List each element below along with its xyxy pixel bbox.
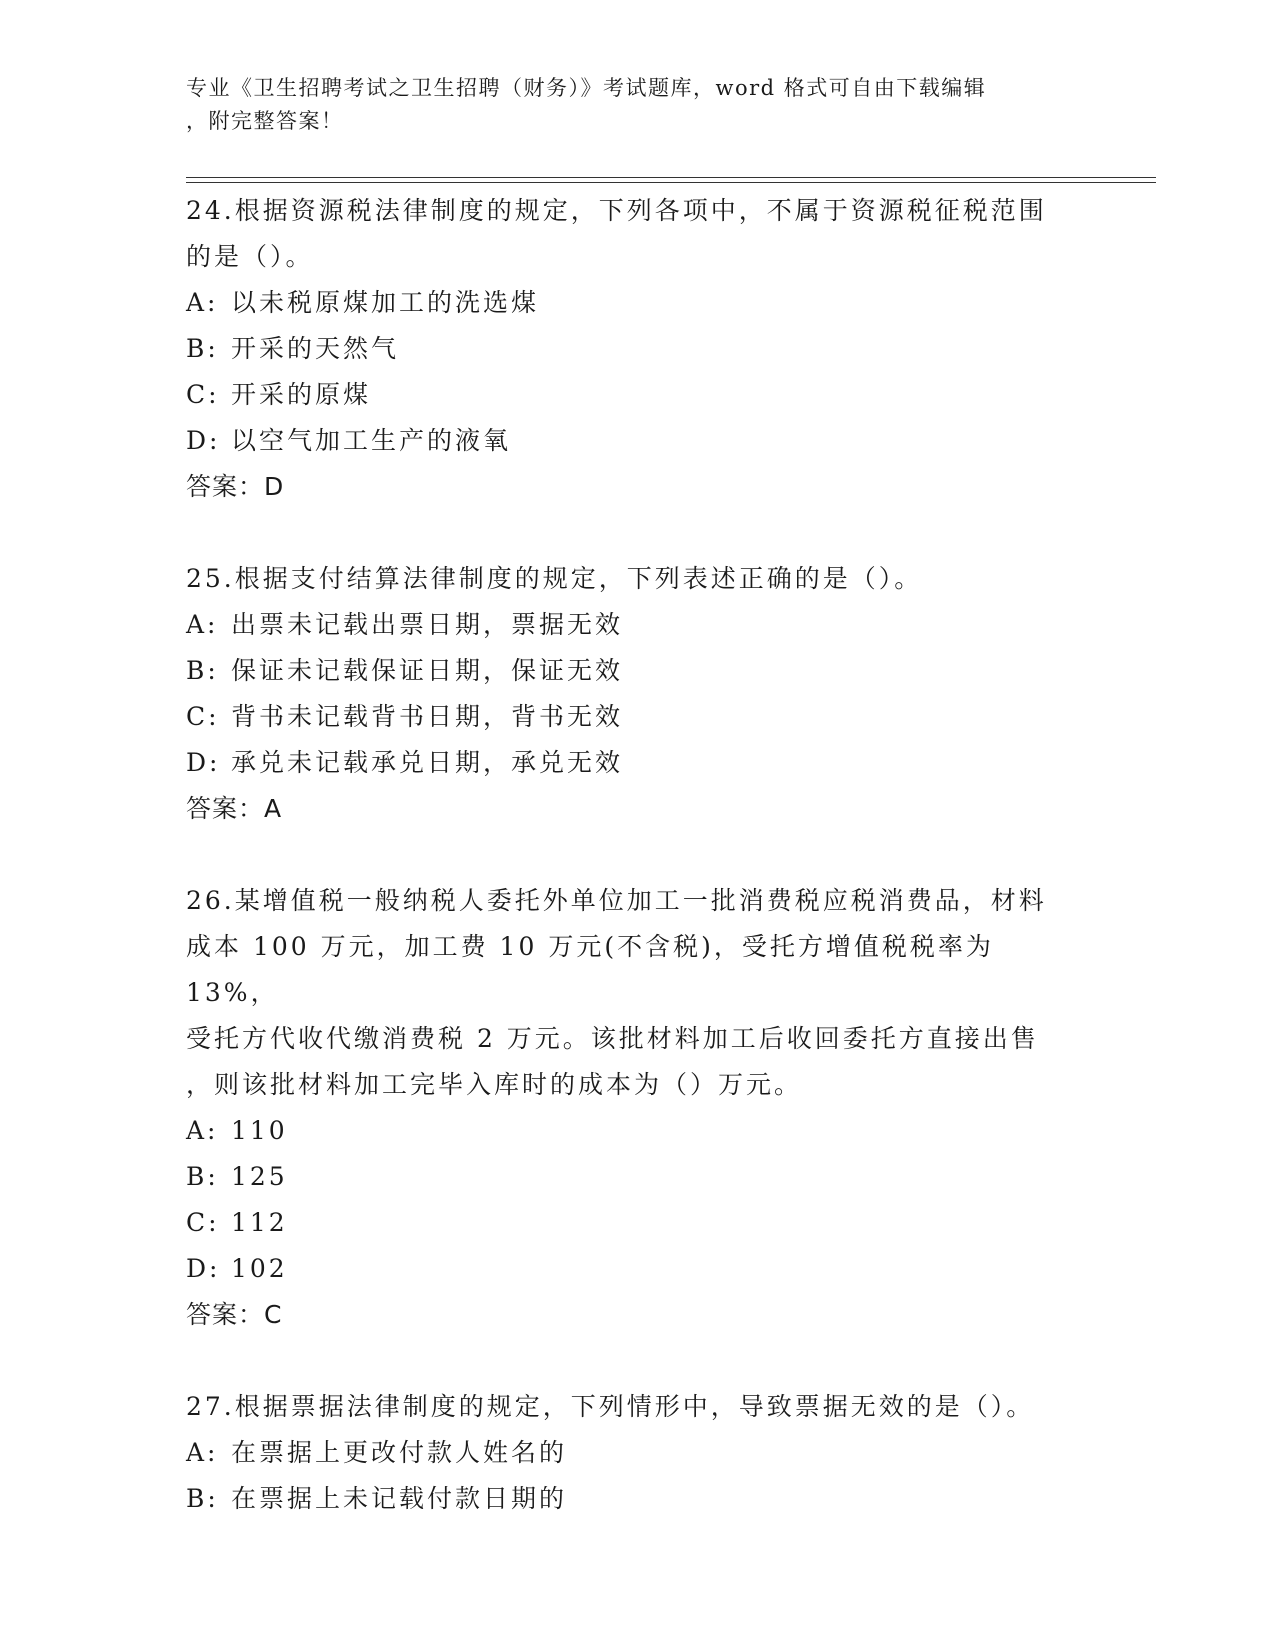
answer-option bbox=[186, 602, 1086, 648]
answer-option bbox=[186, 326, 1086, 372]
option-letter: A: bbox=[186, 1116, 219, 1145]
option-letter: D: bbox=[186, 1254, 221, 1283]
answer-option bbox=[186, 1200, 1086, 1246]
answer-option bbox=[186, 1246, 1086, 1292]
option-text: 保证未记载保证日期，保证无效 bbox=[231, 656, 624, 685]
option-letter: B: bbox=[186, 1484, 219, 1513]
question-spacer bbox=[186, 832, 1086, 878]
answer-option bbox=[186, 1108, 1086, 1154]
option-text: 以空气加工生产的液氧 bbox=[231, 426, 512, 455]
option-letter: C: bbox=[186, 1208, 220, 1237]
answer-option bbox=[186, 418, 1086, 464]
question-spacer bbox=[186, 1338, 1086, 1384]
question-spacer bbox=[186, 510, 1086, 556]
answer-option bbox=[186, 1154, 1086, 1200]
answer-label: 答案： bbox=[186, 1300, 265, 1329]
answer-option bbox=[186, 372, 1086, 418]
option-letter: D: bbox=[186, 426, 221, 455]
option-letter: A: bbox=[186, 288, 219, 317]
option-text: 110 bbox=[231, 1116, 288, 1145]
option-text: 开采的原煤 bbox=[231, 380, 372, 409]
question-stem-line: 25.根据支付结算法律制度的规定，下列表述正确的是（）。 bbox=[186, 564, 923, 593]
answer-label: 答案： bbox=[186, 794, 265, 823]
option-text: 开采的天然气 bbox=[231, 334, 400, 363]
answer-value: D bbox=[264, 472, 285, 501]
option-text: 出票未记载出票日期，票据无效 bbox=[231, 610, 624, 639]
question-stem-line: ，则该批材料加工完毕入库时的成本为（）万元。 bbox=[186, 1070, 803, 1099]
answer-line bbox=[186, 464, 1086, 510]
question-block bbox=[186, 878, 1086, 1384]
option-letter: C: bbox=[186, 702, 220, 731]
answer-option bbox=[186, 1476, 1086, 1522]
question-stem-line: 受托方代收代缴消费税 2 万元。该批材料加工后收回委托方直接出售 bbox=[186, 1024, 1039, 1053]
option-text: 在票据上未记载付款日期的 bbox=[231, 1484, 568, 1513]
answer-line bbox=[186, 786, 1086, 832]
option-letter: C: bbox=[186, 380, 220, 409]
question-block bbox=[186, 188, 1086, 556]
question-block bbox=[186, 1384, 1086, 1522]
option-text: 在票据上更改付款人姓名的 bbox=[231, 1438, 568, 1467]
answer-option bbox=[186, 648, 1086, 694]
question-stem-line: 27.根据票据法律制度的规定，下列情形中，导致票据无效的是（）。 bbox=[186, 1392, 1035, 1421]
header-line-1: 专业《卫生招聘考试之卫生招聘（财务）》考试题库，word 格式可自由下载编辑 bbox=[186, 76, 987, 100]
option-letter: B: bbox=[186, 1162, 219, 1191]
answer-value: A bbox=[264, 794, 283, 823]
question-block bbox=[186, 556, 1086, 878]
question-stem-line: 26.某增值税一般纳税人委托外单位加工一批消费税应税消费品，材料 bbox=[186, 886, 1047, 915]
header-divider-bottom bbox=[186, 182, 1156, 183]
answer-option bbox=[186, 1430, 1086, 1476]
option-letter: A: bbox=[186, 610, 219, 639]
option-text: 102 bbox=[231, 1254, 288, 1283]
option-text: 125 bbox=[231, 1162, 288, 1191]
header-divider-top bbox=[186, 177, 1156, 178]
option-letter: B: bbox=[186, 334, 219, 363]
answer-label: 答案： bbox=[186, 472, 265, 501]
option-text: 承兑未记载承兑日期，承兑无效 bbox=[231, 748, 624, 777]
question-stem-line: 成本 100 万元，加工费 10 万元(不含税)，受托方增值税税率为 13%， bbox=[186, 932, 994, 1007]
option-letter: B: bbox=[186, 656, 219, 685]
answer-line bbox=[186, 1292, 1086, 1338]
answer-option bbox=[186, 740, 1086, 786]
question-list bbox=[186, 188, 1086, 1522]
answer-option bbox=[186, 280, 1086, 326]
header-line-2: ，附完整答案！ bbox=[186, 109, 344, 133]
document-header bbox=[186, 72, 1066, 138]
option-letter: D: bbox=[186, 748, 221, 777]
answer-option bbox=[186, 694, 1086, 740]
option-text: 背书未记载背书日期，背书无效 bbox=[231, 702, 624, 731]
option-text: 112 bbox=[231, 1208, 288, 1237]
answer-value: C bbox=[264, 1300, 283, 1329]
option-letter: A: bbox=[186, 1438, 219, 1467]
question-stem-line: 24.根据资源税法律制度的规定，下列各项中，不属于资源税征税范围 bbox=[186, 196, 1047, 225]
question-stem-line: 的是（）。 bbox=[186, 242, 314, 271]
option-text: 以未税原煤加工的洗选煤 bbox=[231, 288, 540, 317]
